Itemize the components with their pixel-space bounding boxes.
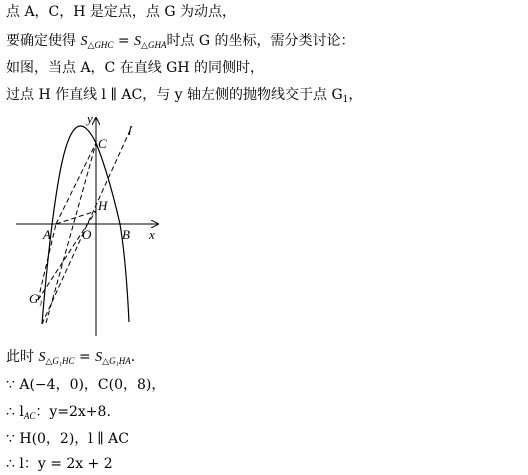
label-y: y	[87, 111, 93, 126]
line2-suffix: 时点 G 的坐标，需分类讨论：	[166, 33, 355, 49]
text-line-5	[6, 349, 135, 369]
area-sub-4: △G₁HA	[102, 356, 131, 366]
label-o: O	[82, 227, 92, 242]
equals-sign: =	[113, 33, 135, 49]
line4-end: ，	[348, 87, 363, 103]
area-sub-3: △G₁HC	[45, 356, 75, 366]
area-symbol-4: S	[95, 350, 103, 365]
line5-prefix: 此时	[6, 349, 39, 365]
parabola-figure	[12, 110, 162, 342]
area-symbol-1: S	[80, 34, 88, 49]
line5-end: .	[130, 349, 136, 365]
text-line-4	[6, 87, 362, 108]
line7-prefix: ∴ l	[6, 404, 24, 420]
text-line-3: 如图，当点 A，C 在直线 GH 的同侧时，	[6, 60, 265, 76]
line7-sub: AC	[23, 411, 36, 421]
label-l: l	[128, 123, 132, 138]
line4-text: 过点 H 作直线 l ∥ AC，与 y 轴左侧的抛物线交于点 G	[6, 87, 343, 103]
text-line-8: ∵ H(0，2)，l ∥ AC	[6, 431, 129, 447]
label-b: B	[122, 227, 130, 242]
text-line-9: ∴ l：y = 2x + 2	[6, 456, 113, 472]
figure-svg	[12, 110, 162, 342]
equals-sign-2: =	[74, 349, 96, 365]
label-h: H	[98, 198, 108, 213]
text-line-2	[6, 33, 355, 53]
area-symbol-3: S	[38, 350, 46, 365]
text-line-6: ∵ A(−4，0)，C(0，8)，	[6, 377, 166, 393]
area-symbol-2: S	[134, 34, 142, 49]
line-a-c	[56, 143, 96, 224]
text-line-1: 点 A，C，H 是定点，点 G 为动点，	[6, 4, 237, 20]
line7-suffix: ：y=2x+8.	[35, 404, 111, 420]
label-c: C	[98, 136, 107, 151]
label-a: A	[43, 227, 51, 242]
label-g1: G₁	[29, 291, 43, 306]
line4-sub: 1	[342, 95, 349, 105]
area-sub-2: △GHA	[141, 40, 167, 50]
line2-prefix: 要确定使得	[6, 33, 81, 49]
label-x: x	[149, 227, 155, 242]
text-line-7	[6, 404, 111, 424]
area-sub-1: △GHC	[87, 40, 114, 50]
